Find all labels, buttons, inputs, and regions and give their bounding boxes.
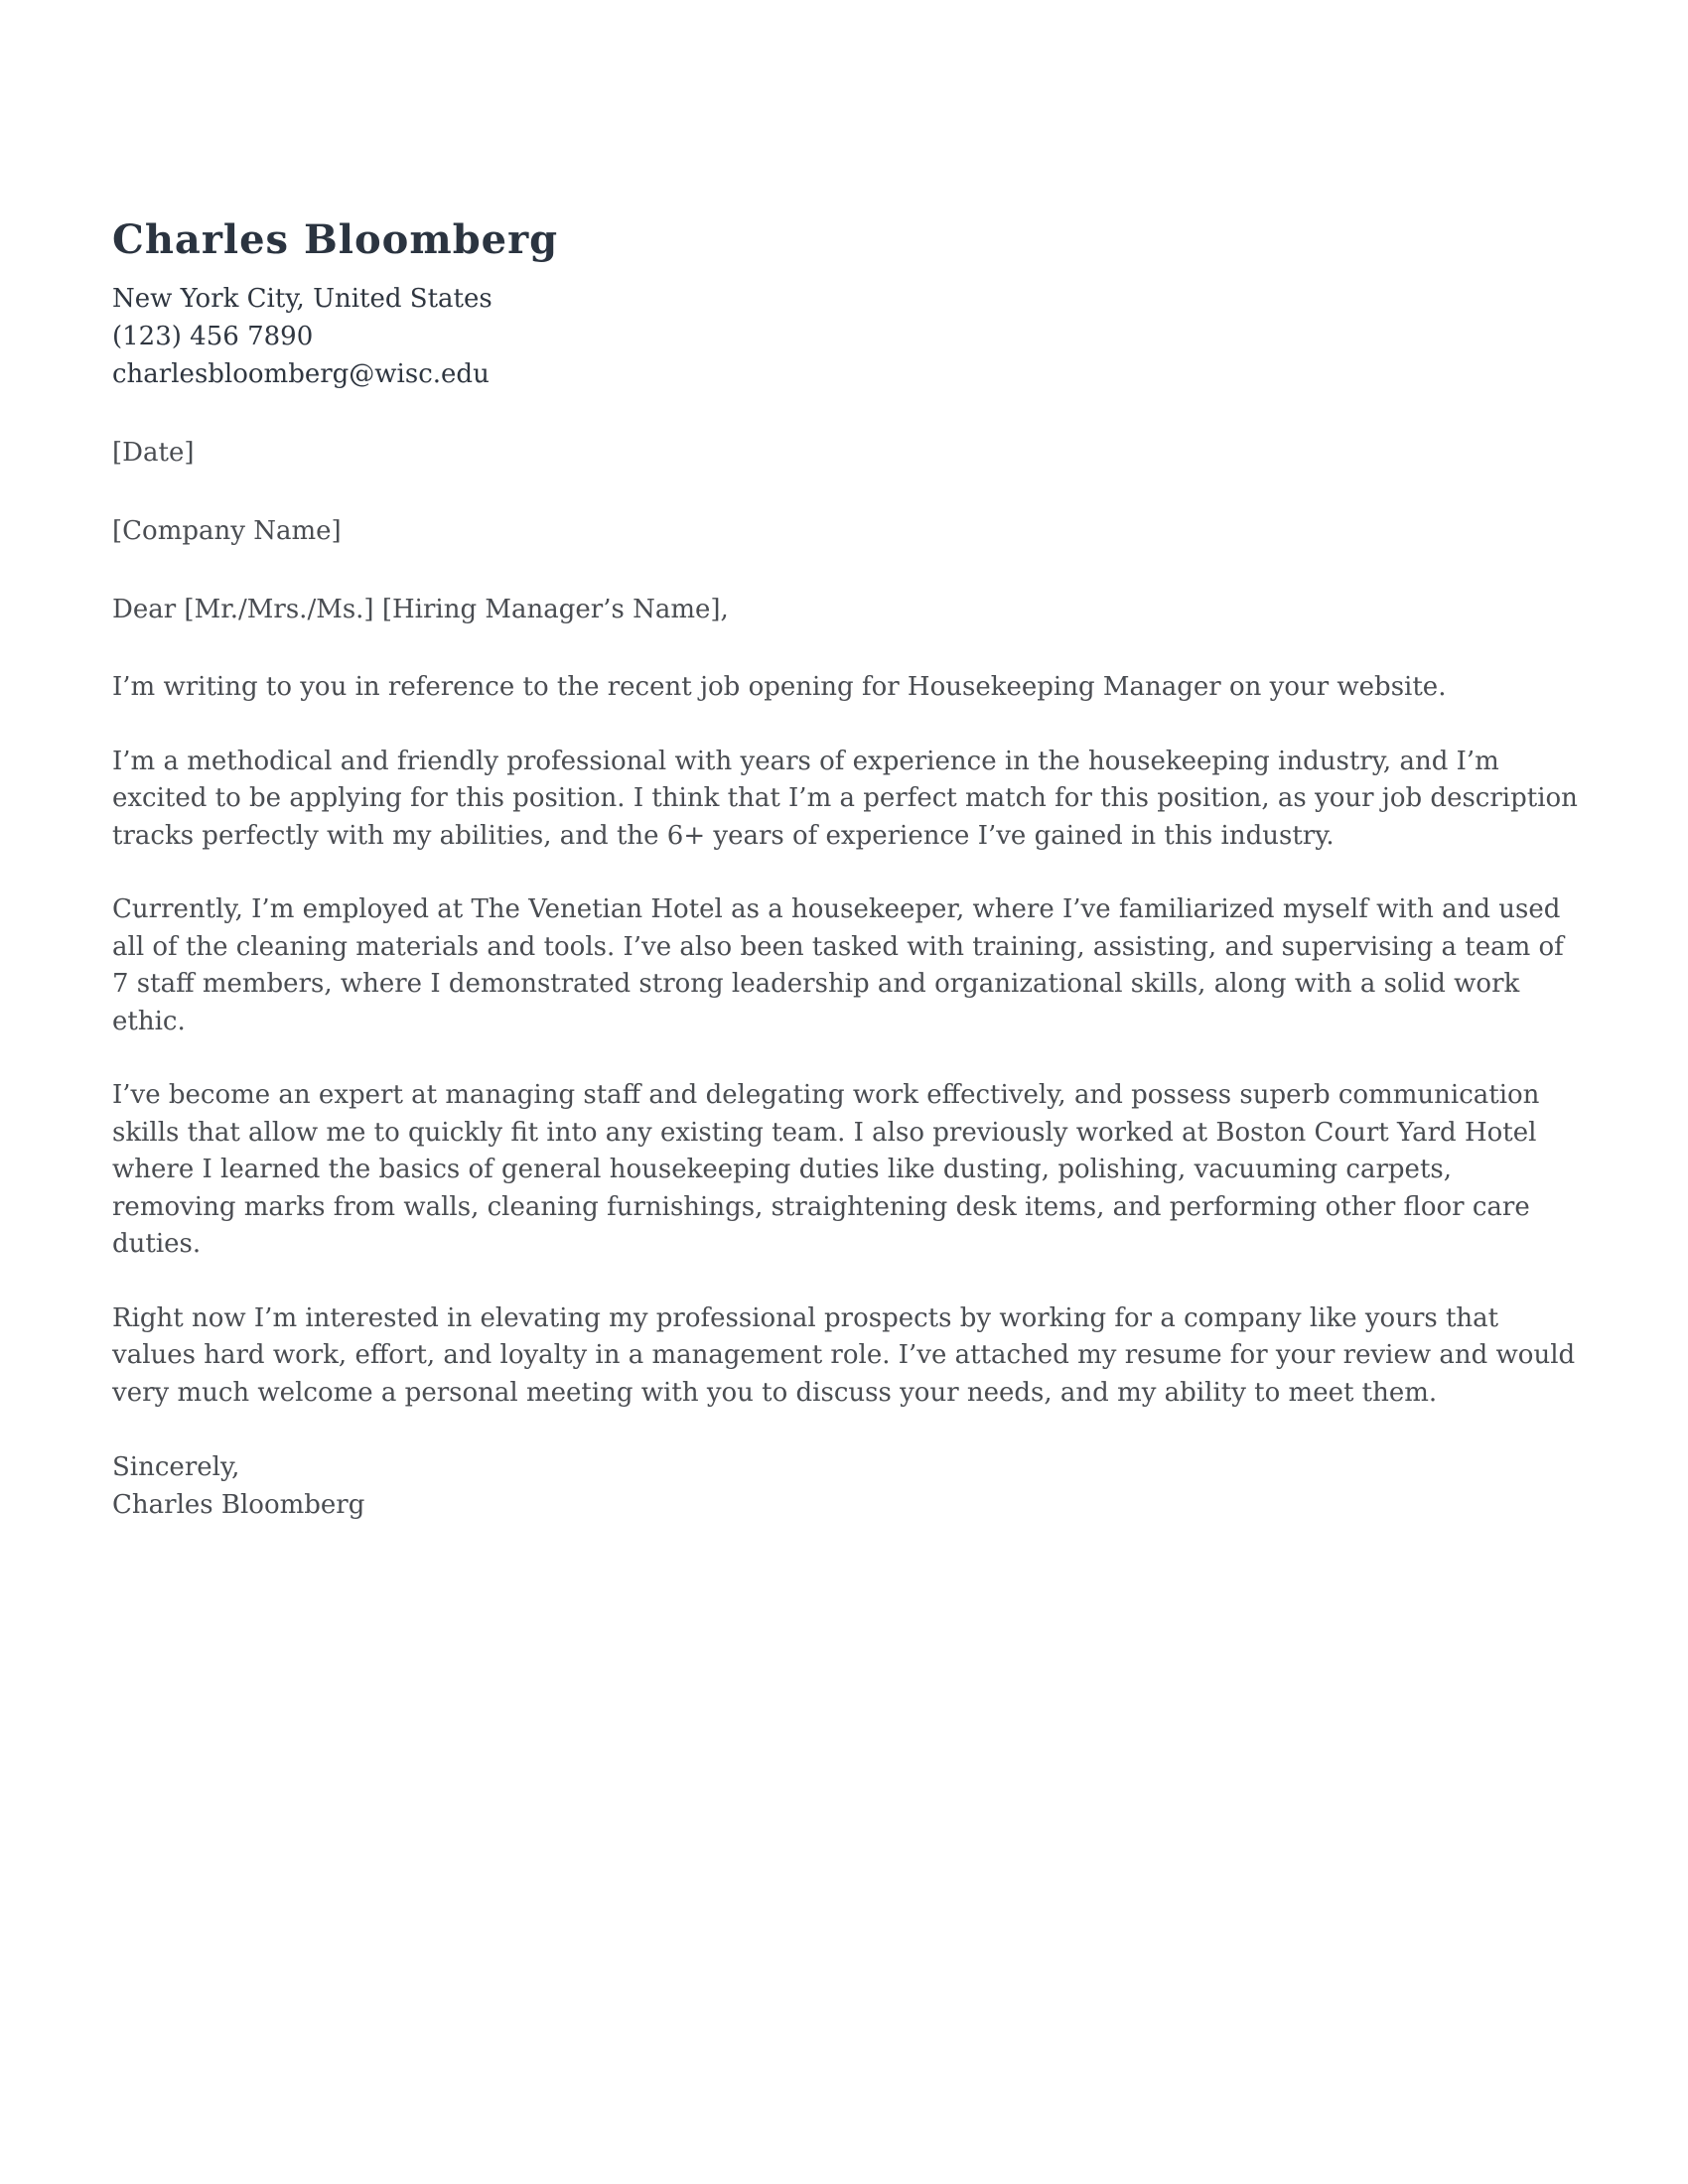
- salutation: Dear [Mr./Mrs./Ms.] [Hiring Manager’s Name],: [112, 595, 729, 624]
- contact-phone: (123) 456 7890: [112, 322, 314, 351]
- signature: Charles Bloomberg: [112, 1490, 365, 1520]
- letter-date: [Date]: [112, 438, 195, 468]
- body-paragraph: I’ve become an expert at managing staff and delegating work effectively, and possess superb communication skills that allow me to quickly fit into any existing team. I also previously worked at Boston Court Yard Hotel where I learned the basics of general housekeeping duties like dusting, polishing, vacuuming carpets, removing marks from walls, cleaning furnishings, straightening desk items, and performing other floor care duties.: [112, 1080, 1540, 1259]
- body-paragraph: I’m a methodical and friendly professional with years of experience in the housekeeping industry, and I’m excited to be applying for this position. I think that I’m a perfect match for this position, as your job description tracks perfectly with my abilities, and the 6+ years of experience I’ve gained in this industry.: [112, 746, 1578, 851]
- contact-email: charlesbloomberg@wisc.edu: [112, 359, 490, 389]
- closing: Sincerely,: [112, 1452, 240, 1482]
- body-paragraph: I’m writing to you in reference to the recent job opening for Housekeeping Manager on your website.: [112, 672, 1447, 702]
- body-paragraph: Right now I’m interested in elevating my professional prospects by working for a company like yours that values hard work, effort, and loyalty in a management role. I’ve attached my resume for your review and would very much welcome a personal meeting with you to discuss your needs, and my ability to meet them.: [112, 1302, 1576, 1408]
- body-paragraph: Currently, I’m employed at The Venetian Hotel as a housekeeper, where I’ve familiarized myself with and used all of the cleaning materials and tools. I’ve also been tasked with training, assisting, and supervising a team of 7 staff members, where I demonstrated strong leadership and organizational skills, along with a solid work ethic.: [112, 894, 1564, 1036]
- cover-letter: [112, 216, 1582, 1524]
- contact-location: New York City, United States: [112, 284, 492, 314]
- applicant-name: Charles Bloomberg: [112, 216, 559, 263]
- company-name: [Company Name]: [112, 516, 342, 546]
